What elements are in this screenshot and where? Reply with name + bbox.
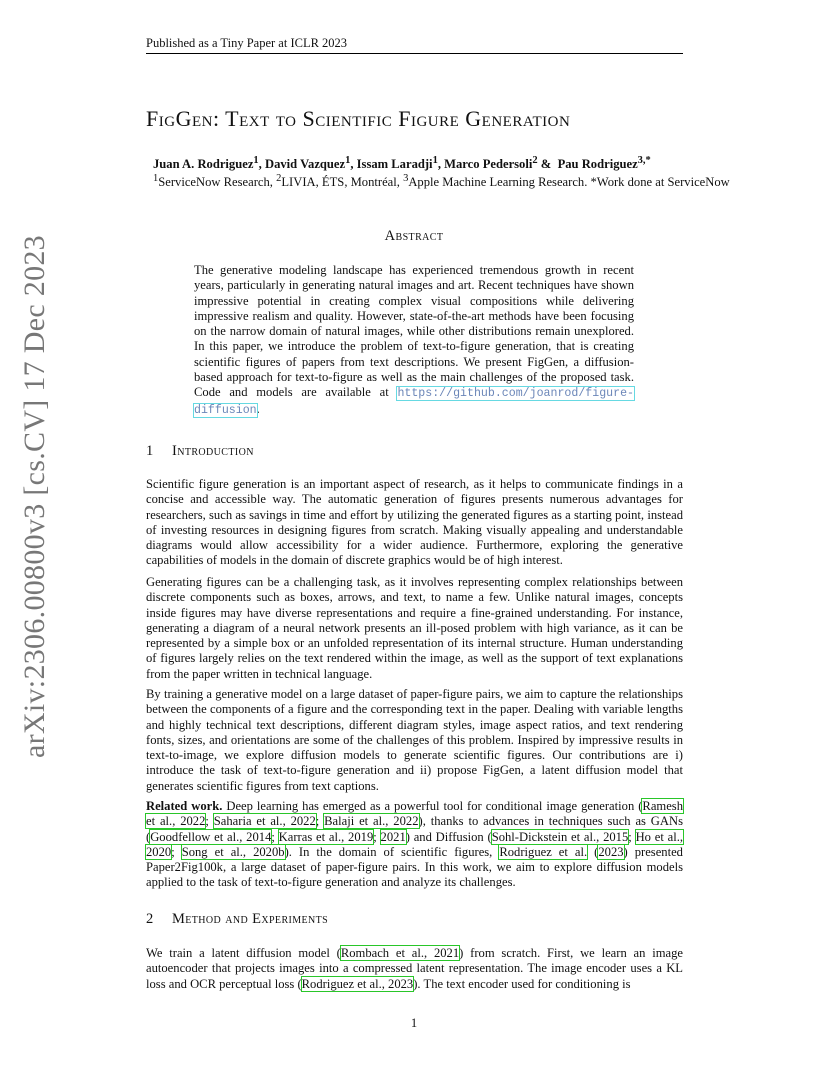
author-name: Pau Rodriguez: [557, 157, 638, 172]
intro-paragraph-2: Generating figures can be a challenging task, as it involves representing complex relationships between discrete components such as boxes, arrows, and text, to name a few. Unlike natural images, concepts inside figures may have diverse representations and require a fine-grained understanding. For instance, generating a diagram of a neural network presents an ill-posed problem with high variance, as it can be represented by a simple box or an unfolded representation of its internal structure. Human understanding of figures largely relies on the text rendered within the image, as well as the support of text explanations from the paper written in technical language.: [146, 575, 683, 681]
intro-paragraph-1: Scientific figure generation is an important aspect of research, as it helps to communicate findings in a concise and accessible way. The automatic generation of figures presents numerous advantages for researchers, such as savings in time and effort by utilizing the generated figures as a starting point, instead of investing resources in designing figures from scratch. Making visually appealing and understandable diagrams would allow accessibility for a wider audience. Furthermore, exploring the generative capabilities of models in the domain of discrete graphics would be of high interest.: [146, 477, 683, 568]
author-affiliation-mark: 1: [432, 155, 438, 166]
author-list: Juan A. Rodriguez$^1$, David Vazquez$^1$, Issam Laradji$^1$, Marco Pedersoli$^2$ & Pau Rodriguez$^{3,*}$: [153, 155, 651, 172]
citation-link[interactable]: Rombach et al., 2021: [340, 946, 460, 960]
citation-link[interactable]: 2021: [380, 829, 406, 844]
paper-title: FigGen: Text to Scientific Figure Generation: [146, 106, 571, 131]
affiliation: LIVIA, ÉTS, Montréal,: [281, 175, 404, 190]
citation-link[interactable]: Saharia et al., 2022: [213, 814, 316, 829]
citation-link[interactable]: 2023: [598, 844, 624, 859]
header-rule: [146, 53, 683, 54]
affiliations: $^1$ServiceNow Research, $^2$LIVIA, ÉTS, Montréal, $^3$Apple Machine Learning Research. *Work done at ServiceNow: [153, 173, 730, 190]
affiliation: Apple Machine Learning Research. *Work done at ServiceNow: [408, 175, 730, 190]
abstract-text: The generative modeling landscape has experienced tremendous growth in recent years, particularly in generating natural images and art. Recent techniques have shown impressive potential in creating complex visual compositions while delivering impressive realism and quality. However, state-of-the-art methods have been focusing on the narrow domain of natural images, while other distributions remain unexplored. In this paper, we introduce the problem of text-to-figure generation, that is creating scientific figures of papers from text descriptions. We present FigGen, a diffusion-based approach for text-to-figure as well as the main challenges of the proposed task. Code and models are available at: [194, 263, 634, 400]
citation-link[interactable]: Balaji et al., 2022: [324, 814, 419, 829]
page-number: 1: [410, 1016, 418, 1030]
citation-link[interactable]: Karras et al., 2019: [278, 829, 374, 844]
citation-link[interactable]: Song et al., 2020b: [181, 844, 285, 859]
paragraph-heading: Related work.: [146, 799, 223, 813]
section-heading-introduction: [146, 443, 254, 460]
section-number: 2: [146, 911, 154, 927]
author-affiliation-mark: 2: [532, 155, 538, 166]
section-title: Introduction: [172, 443, 254, 459]
citation-link[interactable]: Rodriguez et al.: [499, 844, 588, 859]
author-affiliation-mark: 1: [345, 155, 351, 166]
author-name: Issam Laradji: [356, 157, 433, 172]
author-affiliation-mark: 1: [253, 155, 259, 166]
method-paragraph: We train a latent diffusion model (Rombach et al., 2021) from scratch. First, we learn an image autoencoder that projects images into a compressed latent representation. The image encoder uses a KL loss and OCR perceptual loss (Rodriguez et al., 2023). The text encoder used for conditioning is: [146, 946, 683, 991]
citation-link[interactable]: Goodfellow et al., 2014: [150, 829, 272, 844]
author-affiliation-mark: 3,*: [637, 155, 651, 166]
citation-link[interactable]: Ho et al., 2020: [146, 829, 684, 859]
citation-link[interactable]: Sohl-Dickstein et al., 2015: [491, 829, 629, 844]
related-work-paragraph: Related work. Deep learning has emerged as a powerful tool for conditional image generation (Ramesh et al., 2022; Saharia et al., 2022; Balaji et al., 2022), thanks to advances in techniques such as GANs (Goodfellow et al., 2014; Karras et al., 2019; 2021) and Diffusion (Sohl-Dickstein et al., 2015; Ho et al., 2020; Song et al., 2020b). In the domain of scientific figures, Rodriguez et al. (2023) presented Paper2Fig100k, a large dataset of paper-figure pairs. In this work, we aim to explore diffusion models applied to the task of text-to-figure generation and analyze its challenges.: [146, 799, 684, 890]
abstract: The generative modeling landscape has experienced tremendous growth in recent years, particularly in generating natural images and art. Recent techniques have shown impressive potential in creating complex visual compositions while delivering impressive realism and quality. However, state-of-the-art methods have been focusing on the narrow domain of natural images, while other distributions remain unexplored. In this paper, we introduce the problem of text-to-figure generation, that is creating scientific figures of papers from text descriptions. We present FigGen, a diffusion-based approach for text-to-figure as well as the main challenges of the proposed task. Code and models are available at https://github.com/joanrod/figure-diffusion.: [194, 263, 634, 417]
author-name: David Vazquez: [264, 157, 346, 172]
section-number: 1: [146, 443, 154, 459]
arxiv-stamp: arXiv:2306.00800v3 [cs.CV] 17 Dec 2023: [18, 235, 51, 758]
abstract-title: Abstract: [384, 228, 444, 244]
author-name: Juan A. Rodriguez: [153, 157, 254, 172]
section-heading-method: [146, 911, 328, 928]
affiliation: ServiceNow Research,: [158, 175, 277, 190]
citation-link[interactable]: Rodriguez et al., 2023: [301, 976, 414, 991]
author-name: Marco Pedersoli: [444, 157, 533, 172]
intro-paragraph-3: By training a generative model on a large dataset of paper-figure pairs, we aim to capture the relationships between the components of a figure and the corresponding text in the paper. Dealing with variable lengths and highly technical text descriptions, different diagram styles, image aspect ratios, and text rendering fonts, sizes, and orientations are some of the challenges of this problem. Inspired by impressive results in text-to-image, we explore diffusion models to generate scientific figures. Our contributions are i) introduce the task of text-to-figure generation and ii) propose FigGen, a latent diffusion model that generates scientific figures from text captions.: [146, 687, 683, 793]
code-link[interactable]: https://github.com/joanrod/figure-diffusion: [194, 387, 634, 417]
section-title: Method and Experiments: [172, 911, 329, 927]
running-header: Published as a Tiny Paper at ICLR 2023: [146, 36, 348, 50]
citation-link[interactable]: Ramesh et al., 2022: [146, 799, 683, 829]
